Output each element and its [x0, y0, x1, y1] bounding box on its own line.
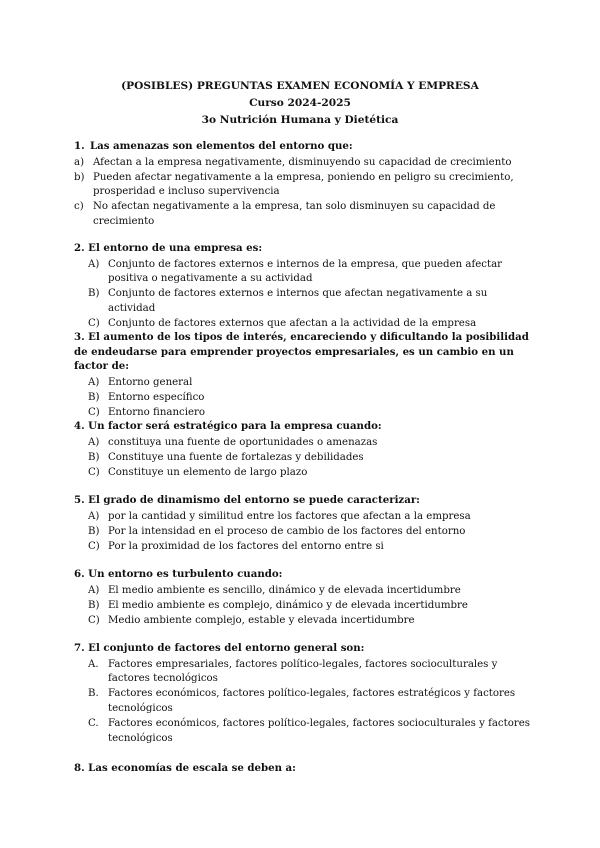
option-a: A. Factores empresariales, factores político-legales, factores socioculturales y factores tecnológicos	[88, 658, 498, 685]
option-c: C) Por la proximidad de los factores del entorno entre si	[88, 540, 384, 552]
option-b: B) El medio ambiente es complejo, dinámico y de elevada incertidumbre	[88, 599, 468, 611]
question-title: 4. Un factor será estratégico para la empresa cuando:	[74, 420, 382, 432]
question-title: 7. El conjunto de factores del entorno general son:	[74, 642, 365, 654]
question-title: 6. Un entorno es turbulento cuando:	[74, 568, 283, 580]
option-c: C. Factores económicos, factores político-legales, factores socioculturales y factores tecnológicos	[88, 717, 530, 744]
question-3	[74, 330, 544, 421]
option-c: C) Constituye un elemento de largo plazo	[88, 466, 308, 478]
option-b: B. Factores económicos, factores político-legales, factores estratégicos y factores tecnológicos	[88, 688, 516, 714]
option-c: C) Entorno financiero	[88, 406, 206, 418]
header-course: Curso 2024-2025	[249, 97, 351, 109]
document-header	[0, 78, 600, 129]
option-b: B) Conjunto de factores externos e internos que afectan negativamente a su actividad	[88, 288, 488, 314]
option-b: B) Por la intensidad en el proceso de cambio de los factores del entorno	[88, 525, 466, 537]
options-list	[74, 584, 534, 629]
option-a: A) por la cantidad y similitud entre los factores que afectan a la empresa	[88, 510, 471, 522]
option-a: A) El medio ambiente es sencillo, dinámico y de elevada incertidumbre	[88, 584, 461, 596]
option-a: a) Afectan a la empresa negativamente, disminuyendo su capacidad de crecimiento	[74, 156, 512, 168]
question-title: 2. El entorno de una empresa es:	[74, 242, 263, 254]
options-list	[74, 510, 534, 555]
options-list	[74, 376, 544, 421]
header-title: (POSIBLES) PREGUNTAS EXAMEN ECONOMÍA Y EMPRESA	[121, 80, 479, 92]
question-6	[74, 567, 534, 629]
option-c: C) Medio ambiente complejo, estable y elevada incertidumbre	[88, 614, 415, 626]
question-5	[74, 493, 534, 555]
option-b: b) Pueden afectar negativamente a la empresa, poniendo en peligro su crecimiento, prosperidad e incluso supervivencia	[74, 171, 514, 198]
question-title: 5. El grado de dinamismo del entorno se puede caracterizar:	[74, 494, 420, 506]
option-c: C) Conjunto de factores externos que afectan a la actividad de la empresa	[88, 317, 477, 329]
option-a: A) Entorno general	[88, 376, 193, 388]
question-8	[74, 761, 534, 776]
question-number: 1.	[74, 140, 85, 152]
option-b: B) Entorno específico	[88, 391, 205, 403]
question-2	[74, 241, 534, 332]
options-list	[74, 658, 534, 747]
question-title: 1. Las amenazas son elementos del entorno que:	[74, 140, 353, 152]
question-1	[74, 139, 534, 230]
options-list	[74, 436, 534, 481]
option-a: A) constituya una fuente de oportunidades o amenazas	[88, 436, 378, 448]
question-title: 8. Las economías de escala se deben a:	[74, 762, 296, 774]
options-list	[74, 156, 534, 230]
question-4	[74, 419, 534, 481]
option-a: A) Conjunto de factores externos e internos de la empresa, que pueden afectar positiva o negativamente a su actividad	[88, 258, 503, 285]
question-7	[74, 641, 534, 747]
question-title: 3. El aumento de los tipos de interés, encareciendo y dificultando la posibilidad de endeudarse para emprender proyectos empresariales, es un cambio en un factor de:	[74, 331, 529, 373]
option-c: c) No afectan negativamente a la empresa, tan solo disminuyen su capacidad de crecimiento	[74, 201, 496, 227]
header-program: 3o Nutrición Humana y Dietética	[201, 114, 399, 126]
option-b: B) Constituye una fuente de fortalezas y debilidades	[88, 451, 364, 463]
options-list	[74, 258, 534, 332]
